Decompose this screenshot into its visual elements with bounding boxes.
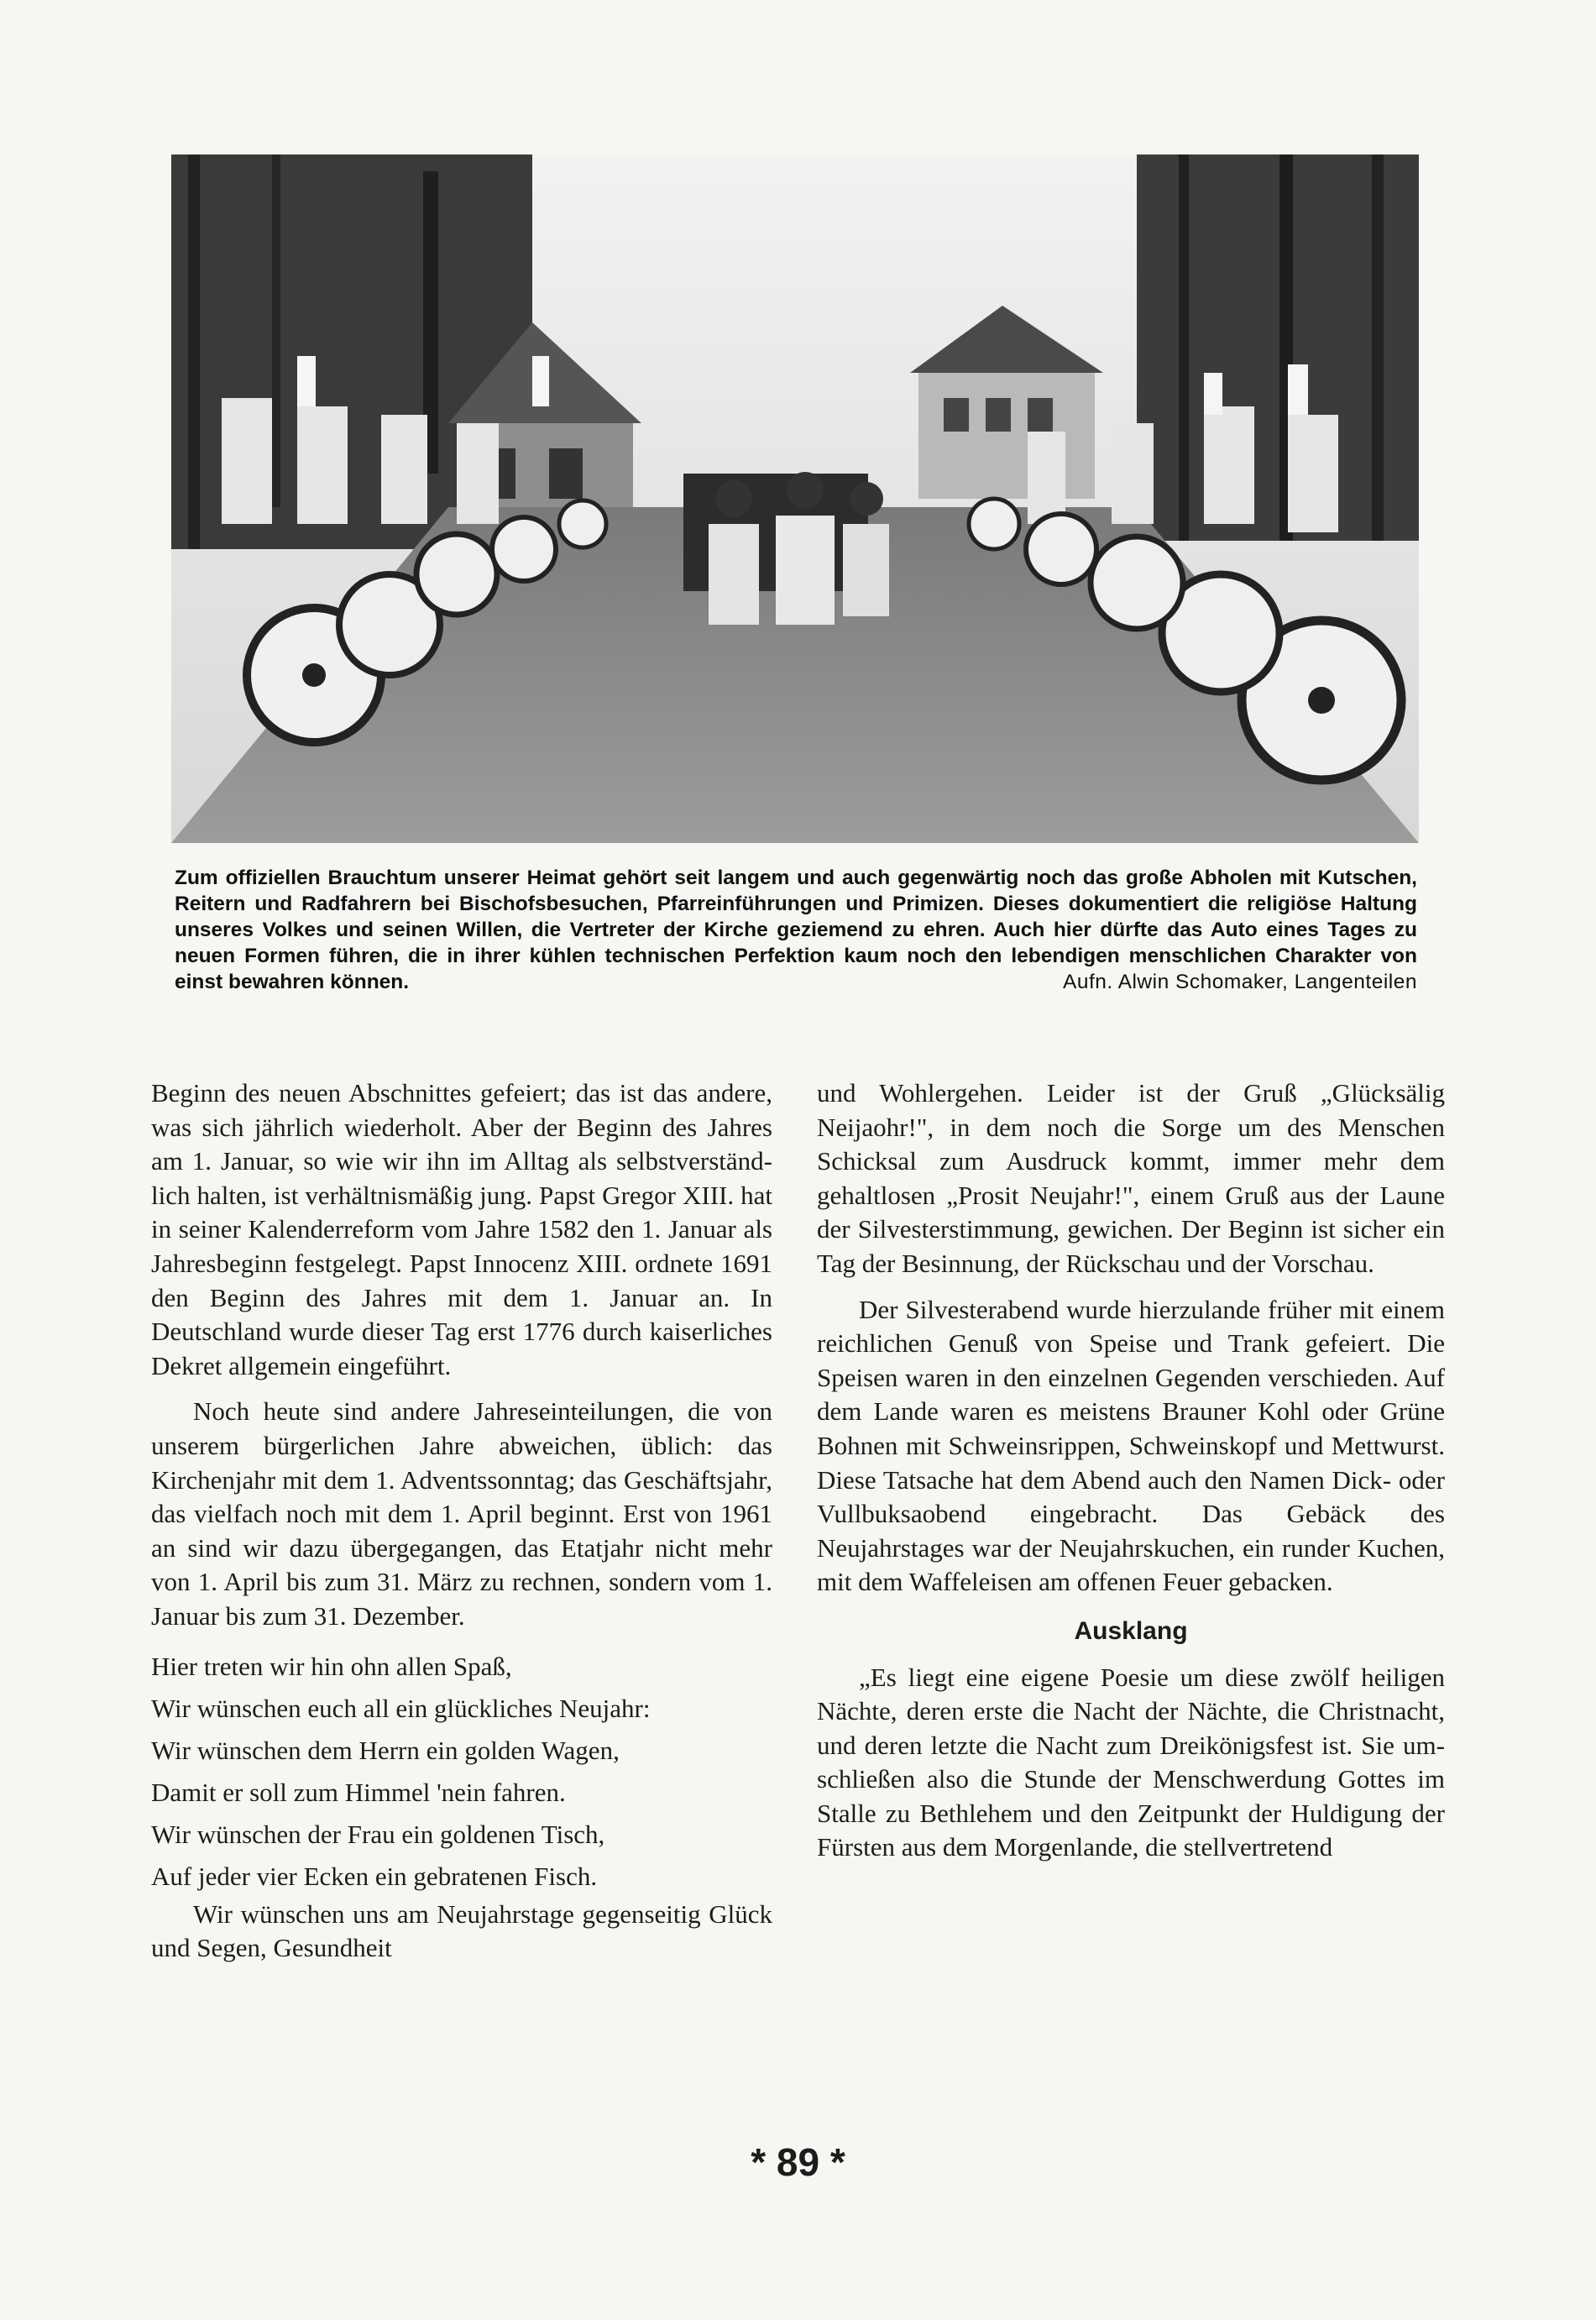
new-year-verse (151, 1646, 772, 1898)
verse-line: Damit er soll zum Himmel 'nein fahren. (151, 1777, 566, 1807)
procession-photo-illustration (171, 154, 1419, 843)
right-paragraph-2: Der Silvesterabend wurde hierzulande früher mit einem reichlichen Genuß von Speise und Trank gefeiert. Die Speisen waren in den einzelnen Gegenden verschieden. Auf dem Lande waren es meistens Brauner Kohl oder Grüne Bohnen mit Schweinsrippen, Schweinskopf und Mettwurst. Diese Tatsache hat dem Abend auch den Namen Dick- oder Vullbuksaobend eingebracht. Das Gebäck des Neujahrstages war der Neujahrskuchen, ein runder Kuchen, mit dem Waffeleisen am offenen Feuer gebacken. (817, 1294, 1445, 1597)
right-paragraph-3: „Es liegt eine eigene Poesie um diese zwölf heiligen Nächte, deren erste die Nacht der Nächte, die Christnacht, und deren letzte die Nacht zum Dreikönigsfest ist. Sie umschließen also die Stunde der Menschwerdung Gottes im Stalle zu Bethlehem und den Zeitpunkt der Huldigung der Fürsten aus dem Morgenlande, die stellvertretend (817, 1662, 1445, 1862)
verse-line: Auf jeder vier Ecken ein gebratenen Fisch. (151, 1861, 598, 1891)
left-paragraph-2: Noch heute sind andere Jahreseinteilungen, die von unserem bürgerlichen Jahre abweichen, üblich: das Kirchenjahr mit dem 1. Adventssonntag; das Geschäftsjahr, das vielfach noch mit dem 1. April beginnt. Erst von 1961 an sind wir dazu übergegangen, das Etatjahr nicht mehr von 1. April bis zum 31. März zu rechnen, sondern vom 1. Januar bis zum 31. Dezember. (151, 1396, 772, 1631)
verse-line: Hier treten wir hin ohn allen Spaß, (151, 1651, 512, 1681)
procession-photo (171, 154, 1419, 843)
right-paragraph-1: und Wohlergehen. Leider ist der Gruß „Glücksälig Neijaohr!", in dem noch die Sorge um des Menschen Schicksal zum Ausdruck kommt, immer mehr dem gehaltlosen „Prosit Neujahr!", einem Gruß aus der Laune der Silvesterstimmung, gewichen. Der Beginn ist sicher ein Tag der Besinnung, der Rückschau und der Vorschau. (817, 1078, 1445, 1278)
left-paragraph-3: Wir wünschen uns am Neujahrstage gegenseitig Glück und Segen, Gesundheit (151, 1898, 772, 1963)
section-heading: Ausklang (1074, 1616, 1188, 1645)
left-column (151, 1076, 772, 1966)
caption-text: Zum offiziellen Brauchtum unserer Heimat gehört seit langem und auch gegenwärtig noch das große Abholen mit Kutschen, Reitern und Radfahrern bei Bischofsbesuchen, Pfarreinführungen und Primizen. Dieses dokumentiert die religiöse Haltung unseres Volkes und seinen Willen, die Vertreter der Kirche geziemend zu ehren. Auch hier dürfte das Auto eines Tages zu neuen Formen führen, die in ihrer kühlen technischen Perfektion kaum noch den lebendigen menschlichen Charakter von einst bewahren können. (175, 867, 1417, 993)
verse-line: Wir wünschen euch all ein glückliches Neujahr: (151, 1693, 651, 1723)
photo-caption (175, 865, 1417, 995)
page-number: * 89 * (751, 2140, 845, 2184)
right-column (817, 1076, 1445, 1865)
verse-line: Wir wünschen der Frau ein goldenen Tisch, (151, 1819, 605, 1849)
left-paragraph-1: Beginn des neuen Abschnittes gefeiert; das ist das andere, was sich jährlich wiederholt. Aber der Beginn des Jahres am 1. Januar, so wie wir ihn im Alltag als selbstverständlich halten, ist verhältnismäßig jung. Papst Gregor XIII. hat in seiner Kalenderreform vom Jahre 1582 den 1. Januar als Jahresbeginn festgelegt. Papst Innocenz XIII. ordnete 1691 den Beginn des Jahres mit dem 1. Januar an. In Deutschland wurde dieser Tag erst 1776 durch kaiserliches Dekret allgemein eingeführt. (151, 1078, 772, 1380)
photo-credit: Aufn. Alwin Schomaker, Langenteilen (1062, 971, 1417, 993)
verse-line: Wir wünschen dem Herrn ein golden Wagen, (151, 1735, 620, 1765)
